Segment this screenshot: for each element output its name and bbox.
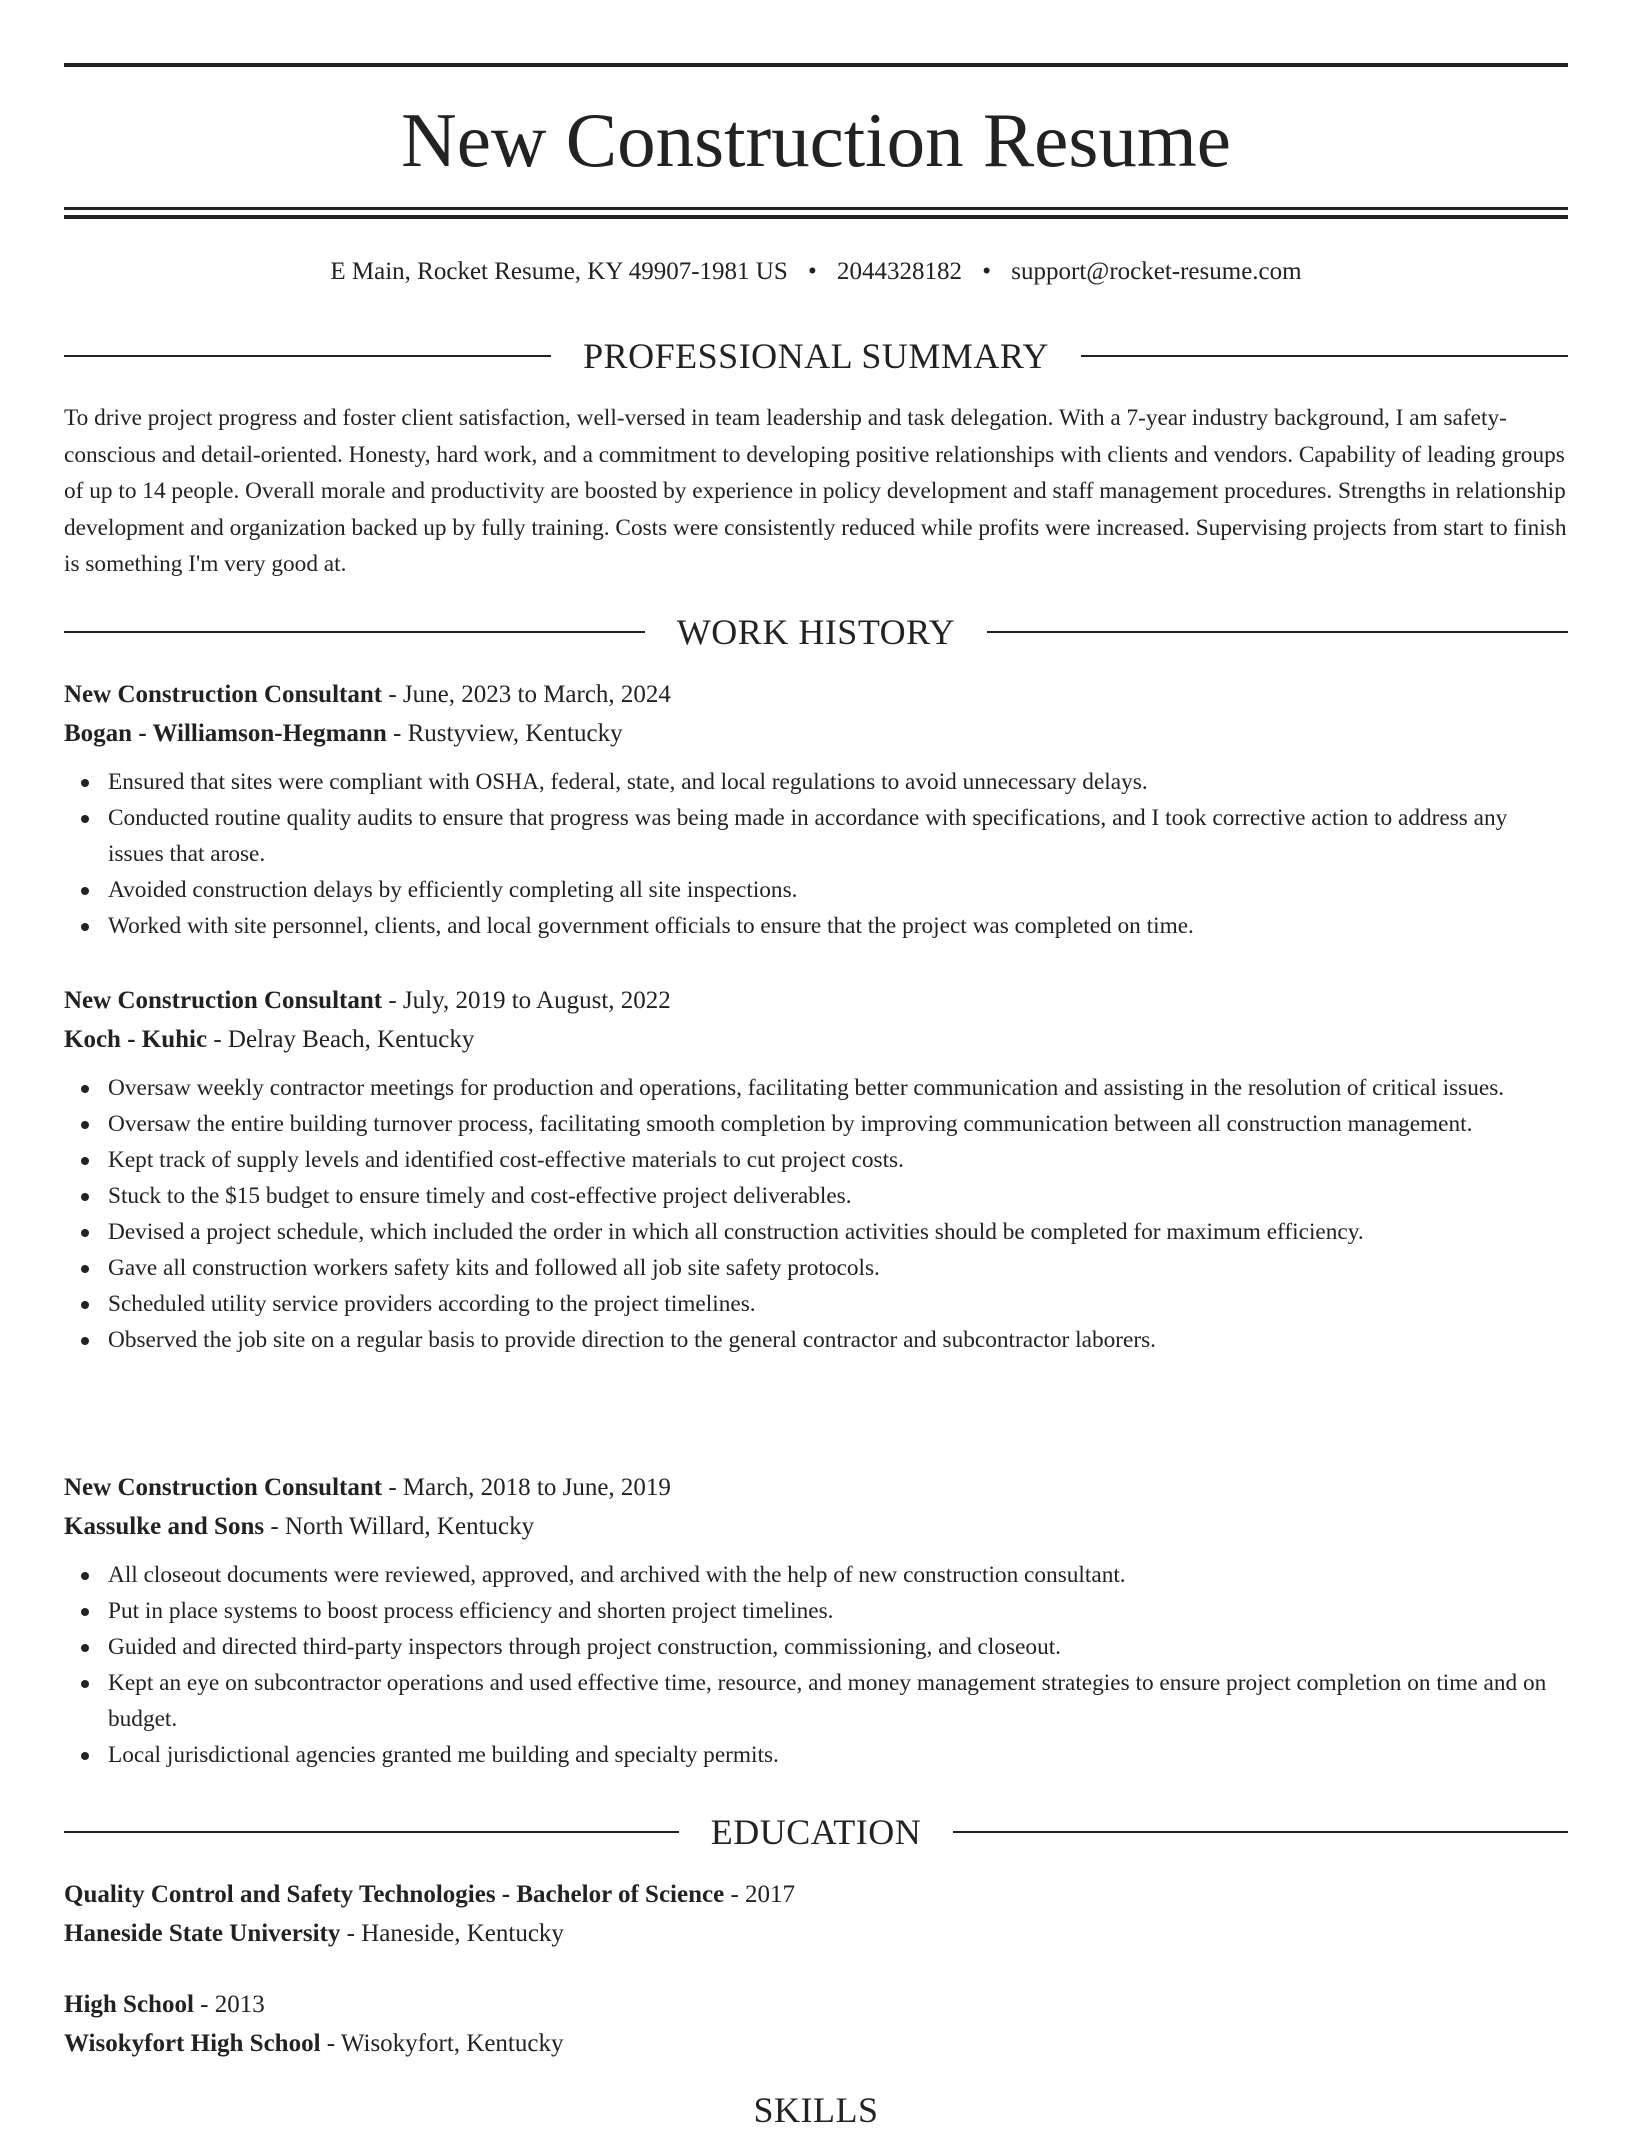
job-bullets (64, 764, 1568, 944)
job-title: New Construction Consultant (64, 681, 383, 708)
job-company: Kassulke and Sons (64, 1513, 265, 1540)
education-location: - Wisokyfort, Kentucky (320, 2030, 564, 2057)
job-bullet: Put in place systems to boost process efficiency and shorten project timelines. (108, 1593, 1568, 1629)
job-company-line (64, 1020, 1568, 1059)
summary-heading-label: PROFESSIONAL SUMMARY (583, 336, 1049, 376)
work-history-heading (64, 610, 1568, 654)
education-school-line (64, 1914, 1568, 1953)
skills-heading (64, 2088, 1568, 2132)
heading-rule-right (953, 1831, 1568, 1833)
contact-line (64, 254, 1568, 290)
job-bullet: Scheduled utility service providers according to the project timelines. (108, 1286, 1568, 1322)
job-bullet: Kept track of supply levels and identified cost-effective materials to cut project costs. (108, 1142, 1568, 1178)
education-school: Wisokyfort High School (64, 2030, 321, 2057)
skills-heading-label: SKILLS (753, 2090, 879, 2130)
education-degree: High School (64, 1991, 194, 2018)
heading-rule-left (64, 631, 645, 633)
education-degree-line (64, 1875, 1568, 1914)
heading-rule-right (987, 631, 1568, 633)
job-title: New Construction Consultant (64, 1474, 383, 1501)
job-company: Koch - Kuhic (64, 1026, 208, 1053)
job-dates: - June, 2023 to March, 2024 (382, 681, 671, 708)
job-title-line (64, 981, 1568, 1020)
job-bullet: Kept an eye on subcontractor operations and used effective time, resource, and money management strategies to ensure project completion on time and on budget. (108, 1665, 1568, 1737)
job-bullet: Stuck to the $15 budget to ensure timely and cost-effective project deliverables. (108, 1178, 1568, 1214)
title-rule-lower (64, 215, 1568, 219)
job-title-line (64, 675, 1568, 714)
contact-address: E Main, Rocket Resume, KY 49907-1981 US (330, 258, 788, 285)
heading-rule-left (64, 355, 551, 357)
heading-rule-left (64, 1831, 679, 1833)
work-history-heading-label: WORK HISTORY (676, 612, 956, 652)
job-bullet: All closeout documents were reviewed, approved, and archived with the help of new construction consultant. (108, 1557, 1568, 1593)
education-heading-label: EDUCATION (710, 1812, 922, 1852)
education-degree: Quality Control and Safety Technologies - Bachelor of Science (64, 1881, 725, 1908)
job-bullet: Gave all construction workers safety kits and followed all job site safety protocols. (108, 1250, 1568, 1286)
resume-title: New Construction Resume (401, 97, 1231, 183)
job-bullet: Avoided construction delays by efficiently completing all site inspections. (108, 872, 1568, 908)
contact-email: support@rocket-resume.com (1011, 258, 1302, 285)
job-entry (64, 981, 1568, 1358)
contact-separator: • (982, 258, 992, 285)
contact-separator: • (808, 258, 817, 285)
job-bullet: Devised a project schedule, which included the order in which all construction activities should be completed for maximum efficiency. (108, 1214, 1568, 1250)
job-entry (64, 1468, 1568, 1773)
job-company-line (64, 1507, 1568, 1546)
top-rule (64, 63, 1568, 67)
contact-phone: 2044328182 (837, 258, 963, 285)
education-degree-line (64, 1985, 1568, 2024)
education-heading (64, 1810, 1568, 1854)
job-company-line (64, 714, 1568, 753)
education-year: - 2013 (193, 1991, 265, 2018)
job-location: - Rustyview, Kentucky (386, 720, 623, 747)
job-bullet: Ensured that sites were compliant with OSHA, federal, state, and local regulations to avoid unnecessary delays. (108, 764, 1568, 800)
heading-rule-right (1081, 355, 1568, 357)
job-dates: - July, 2019 to August, 2022 (382, 987, 671, 1014)
job-bullet: Worked with site personnel, clients, and local government officials to ensure that the project was completed on time. (108, 908, 1568, 944)
education-school-line (64, 2024, 1568, 2063)
summary-text: To drive project progress and foster client satisfaction, well-versed in team leadership and task delegation. With a 7-year industry background, I am safety-conscious and detail-oriented. Honesty, hard work, and a commitment to developing positive relationships with clients and vendors. Capability of leading groups of up to 14 people. Overall morale and productivity are boosted by experience in policy development and staff management procedures. Strengths in relationship development and organization backed up by fully training. Costs were consistently reduced while profits were increased. Supervising projects from start to finish is something I'm very good at. (64, 405, 1567, 577)
job-location: - Delray Beach, Kentucky (207, 1026, 475, 1053)
education-location: - Haneside, Kentucky (340, 1920, 564, 1947)
job-bullet: Oversaw the entire building turnover process, facilitating smooth completion by improving communication between all construction management. (108, 1106, 1568, 1142)
summary-heading (64, 334, 1568, 378)
job-title-line (64, 1468, 1568, 1507)
job-bullets (64, 1557, 1568, 1773)
education-entry (64, 1875, 1568, 1953)
job-bullet: Observed the job site on a regular basis to provide direction to the general contractor and subcontractor laborers. (108, 1322, 1568, 1358)
job-bullet: Guided and directed third-party inspectors through project construction, commissioning, and closeout. (108, 1629, 1568, 1665)
education-school: Haneside State University (64, 1920, 341, 1947)
job-entry (64, 675, 1568, 944)
job-bullet: Local jurisdictional agencies granted me building and specialty permits. (108, 1737, 1568, 1773)
job-location: - North Willard, Kentucky (264, 1513, 535, 1540)
job-bullets (64, 1070, 1568, 1358)
job-bullet: Conducted routine quality audits to ensure that progress was being made in accordance with specifications, and I took corrective action to address any issues that arose. (108, 800, 1568, 872)
education-year: - 2017 (724, 1881, 796, 1908)
title-rule-upper (64, 207, 1568, 210)
job-company: Bogan - Williamson-Hegmann (64, 720, 387, 747)
job-title: New Construction Consultant (64, 987, 383, 1014)
job-bullet: Oversaw weekly contractor meetings for production and operations, facilitating better communication and assisting in the resolution of critical issues. (108, 1070, 1568, 1106)
education-entry (64, 1985, 1568, 2063)
job-dates: - March, 2018 to June, 2019 (382, 1474, 671, 1501)
